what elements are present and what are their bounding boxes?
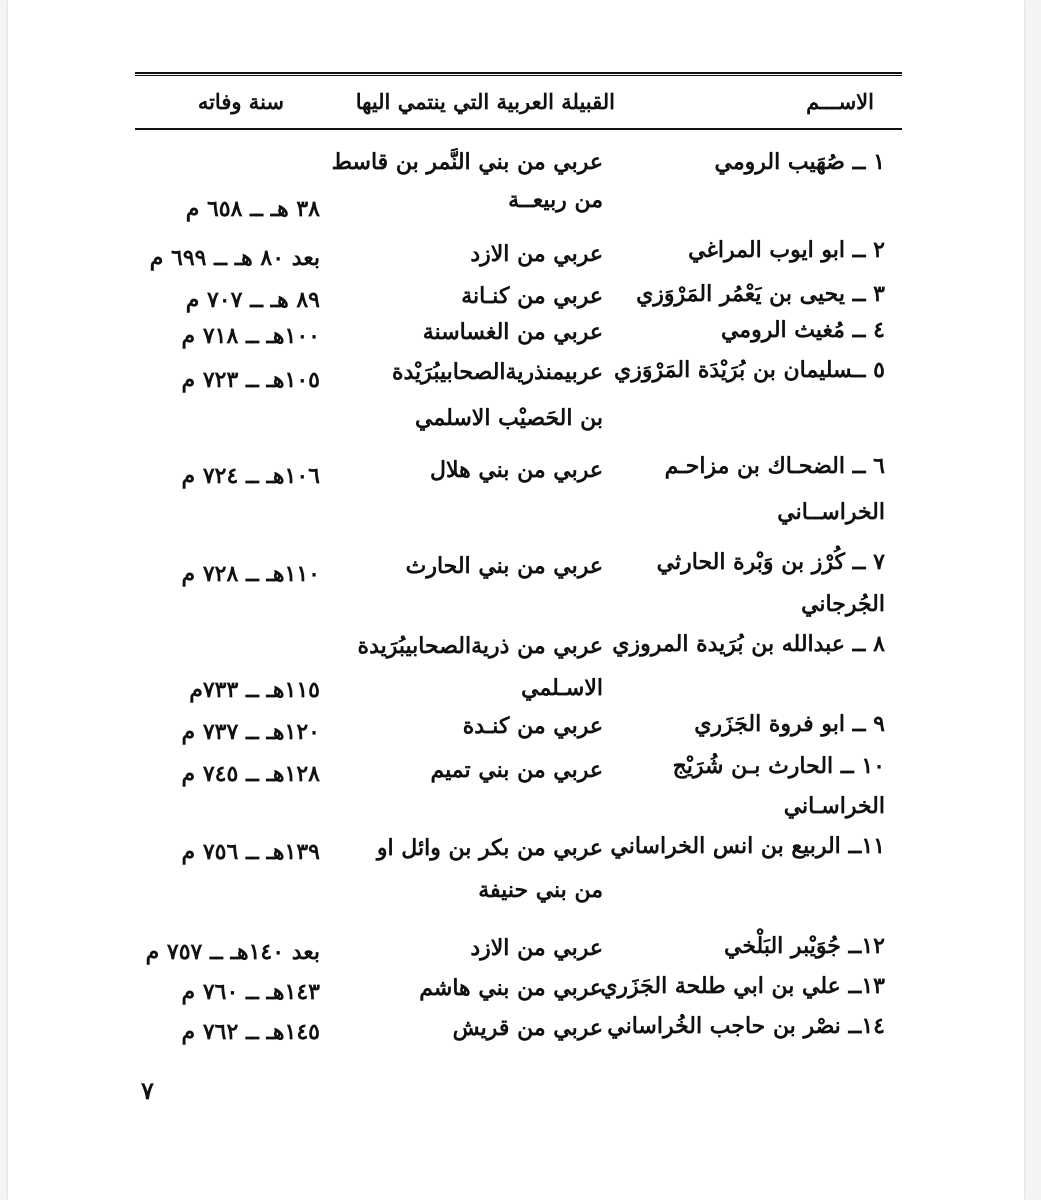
table-row-death: ١٣٩هـ ــ ٧٥٦ م — [181, 839, 320, 865]
table-row-name: ١٠ ــ الحارث بـن شُرَيْج — [672, 753, 885, 779]
table-row-tribe: عربي من بني هاشم — [419, 975, 603, 1001]
table-row-death: ١٢٨هـ ــ ٧٤٥ م — [181, 761, 320, 787]
table-row-name: ١٤ــ نصْر بن حاجب الخُراساني — [607, 1013, 885, 1039]
column-header-tribe: القبيلة العربية التي ينتمي اليها — [355, 89, 615, 114]
page-number: ٧ — [141, 1076, 154, 1105]
table-row-name: ٤ ــ مُغيث الرومي — [720, 317, 885, 343]
table-row-tribe: عربي من قريش — [452, 1015, 603, 1041]
column-header-name: الاســـم — [806, 89, 874, 114]
table-row-name: ١٣ــ علي بن ابي طلحة الجَزَري — [600, 973, 885, 999]
table-row-tribe-continued: الاسـلمي — [521, 675, 603, 701]
table-row-tribe: عربي من بني الحارث — [405, 553, 603, 579]
table-row-tribe-continued: بن الحَصيْب الاسلمي — [415, 405, 603, 431]
table-row-death: ١٢٠هـ ــ ٧٣٧ م — [181, 719, 320, 745]
table-row-name: ٩ ــ ابو فروة الجَزَري — [694, 711, 885, 737]
table-row-name: ١١ــ الربيع بن انس الخراساني — [610, 833, 885, 859]
table-top-rule-thin — [135, 75, 902, 76]
table-row-death: ١٤٣هـ ــ ٧٦٠ م — [181, 979, 320, 1005]
table-row-name: ٦ ــ الضحـاك بن مزاحـم — [664, 453, 885, 479]
table-row-death: ١٠٦هـ ــ ٧٢٤ م — [181, 463, 320, 489]
table-row-tribe: عربي من بني النَّمر بن قاسط — [331, 149, 603, 175]
column-header-death: سنة وفاته — [197, 89, 284, 114]
table-row-death: بعد ٨٠ هـ ــ ٦٩٩ م — [149, 245, 320, 271]
table-row-name: ٧ ــ كُرْز بن وَبْرة الحارثي — [656, 549, 885, 575]
table-row-name-continued: الجُرجاني — [801, 591, 885, 617]
table-row-name-continued: الخراسـاني — [783, 793, 885, 819]
table-row-death: ١١٠هـ ــ ٧٢٨ م — [181, 561, 320, 587]
table-row-tribe-continued: من بني حنيفة — [478, 877, 603, 903]
table-row-name-continued: الخراســاني — [777, 499, 885, 525]
table-header-rule — [135, 128, 902, 130]
table-row-name: ٢ ــ ابو ايوب المراغي — [688, 237, 885, 263]
table-top-rule — [135, 72, 902, 74]
table-row-tribe: عربي من ذريةالصحابيبُرَيدة — [357, 633, 603, 659]
table-row-death: ١٠٠هـ ــ ٧١٨ م — [181, 323, 320, 349]
table-row-death: بعد ١٤٠هـ ــ ٧٥٧ م — [145, 939, 320, 965]
table-row-tribe: عربي من بني تميم — [430, 757, 603, 783]
table-row-tribe: عربي من بكر بن وائل او — [376, 835, 603, 861]
table-row-tribe: عربي من الازد — [470, 241, 603, 267]
table-row-death: ٨٩ هـ ــ ٧٠٧ م — [185, 287, 320, 313]
table-row-tribe: عربي من كنـانة — [461, 283, 603, 309]
document-page — [8, 0, 1024, 1200]
table-row-tribe: عربي من بني هلال — [429, 457, 603, 483]
table-row-death: ١٠٥هـ ــ ٧٢٣ م — [181, 367, 320, 393]
table-row-name: ٣ ــ يحيى بن يَعْمُر المَرْوَزي — [636, 281, 885, 307]
table-row-death: ١١٥هـ ــ ٧٣٣م — [189, 677, 320, 703]
table-row-tribe-continued: من ربيعــة — [508, 187, 603, 213]
table-row-death: ١٤٥هـ ــ ٧٦٢ م — [181, 1019, 320, 1045]
table-row-tribe: عربيمنذريةالصحابيبُرَيْدة — [391, 359, 603, 385]
table-row-name: ٥ ــسليمان بن بُرَيْدَة المَرْوَزي — [614, 357, 885, 383]
table-row-tribe: عربي من كنـدة — [462, 713, 603, 739]
table-row-tribe: عربي من الازد — [470, 935, 603, 961]
table-row-tribe: عربي من الغساسنة — [422, 319, 603, 345]
table-row-name: ١ ــ صُهَيب الرومي — [714, 149, 885, 175]
table-row-name: ١٢ــ جُوَيْبر البَلْخي — [724, 933, 885, 959]
table-row-death: ٣٨ هـ ــ ٦٥٨ م — [185, 196, 320, 222]
table-row-name: ٨ ــ عبدالله بن بُرَيدة المروزي — [612, 631, 885, 657]
